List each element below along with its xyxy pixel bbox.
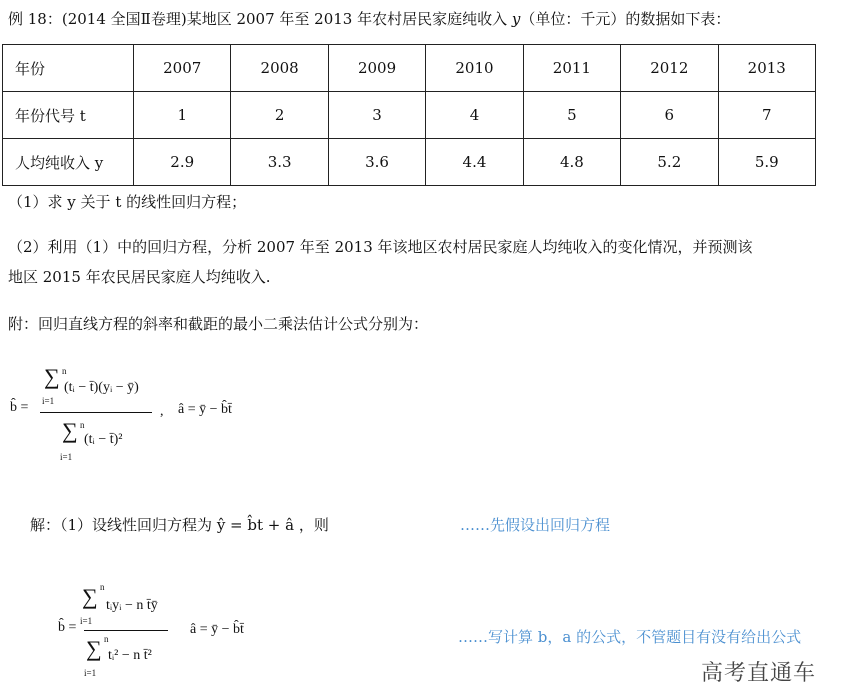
income-cell: 3.3 <box>231 139 328 186</box>
question-2-line-1: （2）利用（1）中的回归方程，分析 2007 年至 2013 年该地区农村居民家庭人均纯收入的变化情况，并预测该 <box>8 238 753 256</box>
solution-sum-den-top: n <box>104 634 109 644</box>
question-1: （1）求 y 关于 t 的线性回归方程； <box>8 193 247 211</box>
question-2-line-2: 地区 2015 年农民居民家庭人均纯收入. <box>8 268 271 286</box>
solution-step-1-note: ……先假设出回归方程 <box>460 516 611 534</box>
solution-a-formula: â = ȳ − b̂t̄ <box>190 622 244 637</box>
appendix-fraction-bar <box>40 412 152 413</box>
solution-step-1: 解：（1）设线性回归方程为 ŷ = b̂t + â ，则 <box>30 516 329 534</box>
year-cell: 2012 <box>621 45 718 92</box>
solution-b-lhs: b̂ = <box>58 620 77 635</box>
solution-sum-den-bottom: i=1 <box>84 668 97 678</box>
table-row-year <box>3 45 816 92</box>
table-row-code <box>3 92 816 139</box>
appendix-sum-den-top: n <box>80 420 85 430</box>
year-cell: 2007 <box>134 45 231 92</box>
problem-title-prefix: 例 18：(2014 全国Ⅱ卷理)某地区 2007 年至 2013 年农村居民家庭纯收入 <box>8 10 512 28</box>
solution-step-2-note: ……写计算 b，a 的公式，不管题目有没有给出公式 <box>458 628 802 646</box>
appendix-sum-num-bottom: i=1 <box>42 396 55 406</box>
year-cell: 2008 <box>231 45 328 92</box>
solution-fraction-bar <box>84 630 168 631</box>
row-header-code: 年份代号 t <box>3 92 134 139</box>
appendix-a-formula: â = ȳ − b̂t̄ <box>178 402 232 417</box>
appendix-sum-den-symbol: ∑ <box>62 418 78 443</box>
problem-title <box>8 8 730 29</box>
solution-sum-num-symbol: ∑ <box>82 584 98 609</box>
appendix-sum-num-top: n <box>62 366 67 376</box>
row-header-year: 年份 <box>3 45 134 92</box>
row-header-income: 人均纯收入 y <box>3 139 134 186</box>
appendix-sum-den-bottom: i=1 <box>60 452 73 462</box>
solution-sum-num-top: n <box>100 582 105 592</box>
code-cell: 5 <box>523 92 620 139</box>
appendix-sum-num-symbol: ∑ <box>44 364 60 389</box>
appendix-text: 附：回归直线方程的斜率和截距的最小二乘法估计公式分别为： <box>8 315 429 333</box>
table-row-income <box>3 139 816 186</box>
year-cell: 2009 <box>328 45 425 92</box>
appendix-b-denominator: (tᵢ − t̄)² <box>84 432 123 447</box>
solution-b-numerator: tᵢyᵢ − n t̄ȳ <box>106 598 158 613</box>
year-cell: 2013 <box>718 45 815 92</box>
code-cell: 3 <box>328 92 425 139</box>
solution-b-denominator: tᵢ² − n t̄² <box>108 648 152 663</box>
income-cell: 2.9 <box>134 139 231 186</box>
income-cell: 3.6 <box>328 139 425 186</box>
code-cell: 1 <box>134 92 231 139</box>
appendix-b-lhs: b̂ = <box>10 400 29 415</box>
appendix-comma: , <box>160 404 164 419</box>
problem-title-var: y <box>511 10 521 28</box>
code-cell: 6 <box>621 92 718 139</box>
year-cell: 2010 <box>426 45 523 92</box>
problem-title-suffix: （单位：千元）的数据如下表： <box>520 10 731 28</box>
code-cell: 2 <box>231 92 328 139</box>
income-cell: 5.2 <box>621 139 718 186</box>
code-cell: 7 <box>718 92 815 139</box>
watermark: 高考直通车 <box>700 661 816 686</box>
solution-sum-den-symbol: ∑ <box>86 636 102 661</box>
appendix-b-numerator: (tᵢ − t̄)(yᵢ − ȳ) <box>64 380 139 395</box>
income-cell: 4.4 <box>426 139 523 186</box>
solution-sum-num-bottom: i=1 <box>80 616 93 626</box>
income-table <box>2 44 816 186</box>
income-cell: 4.8 <box>523 139 620 186</box>
income-cell: 5.9 <box>718 139 815 186</box>
year-cell: 2011 <box>523 45 620 92</box>
code-cell: 4 <box>426 92 523 139</box>
